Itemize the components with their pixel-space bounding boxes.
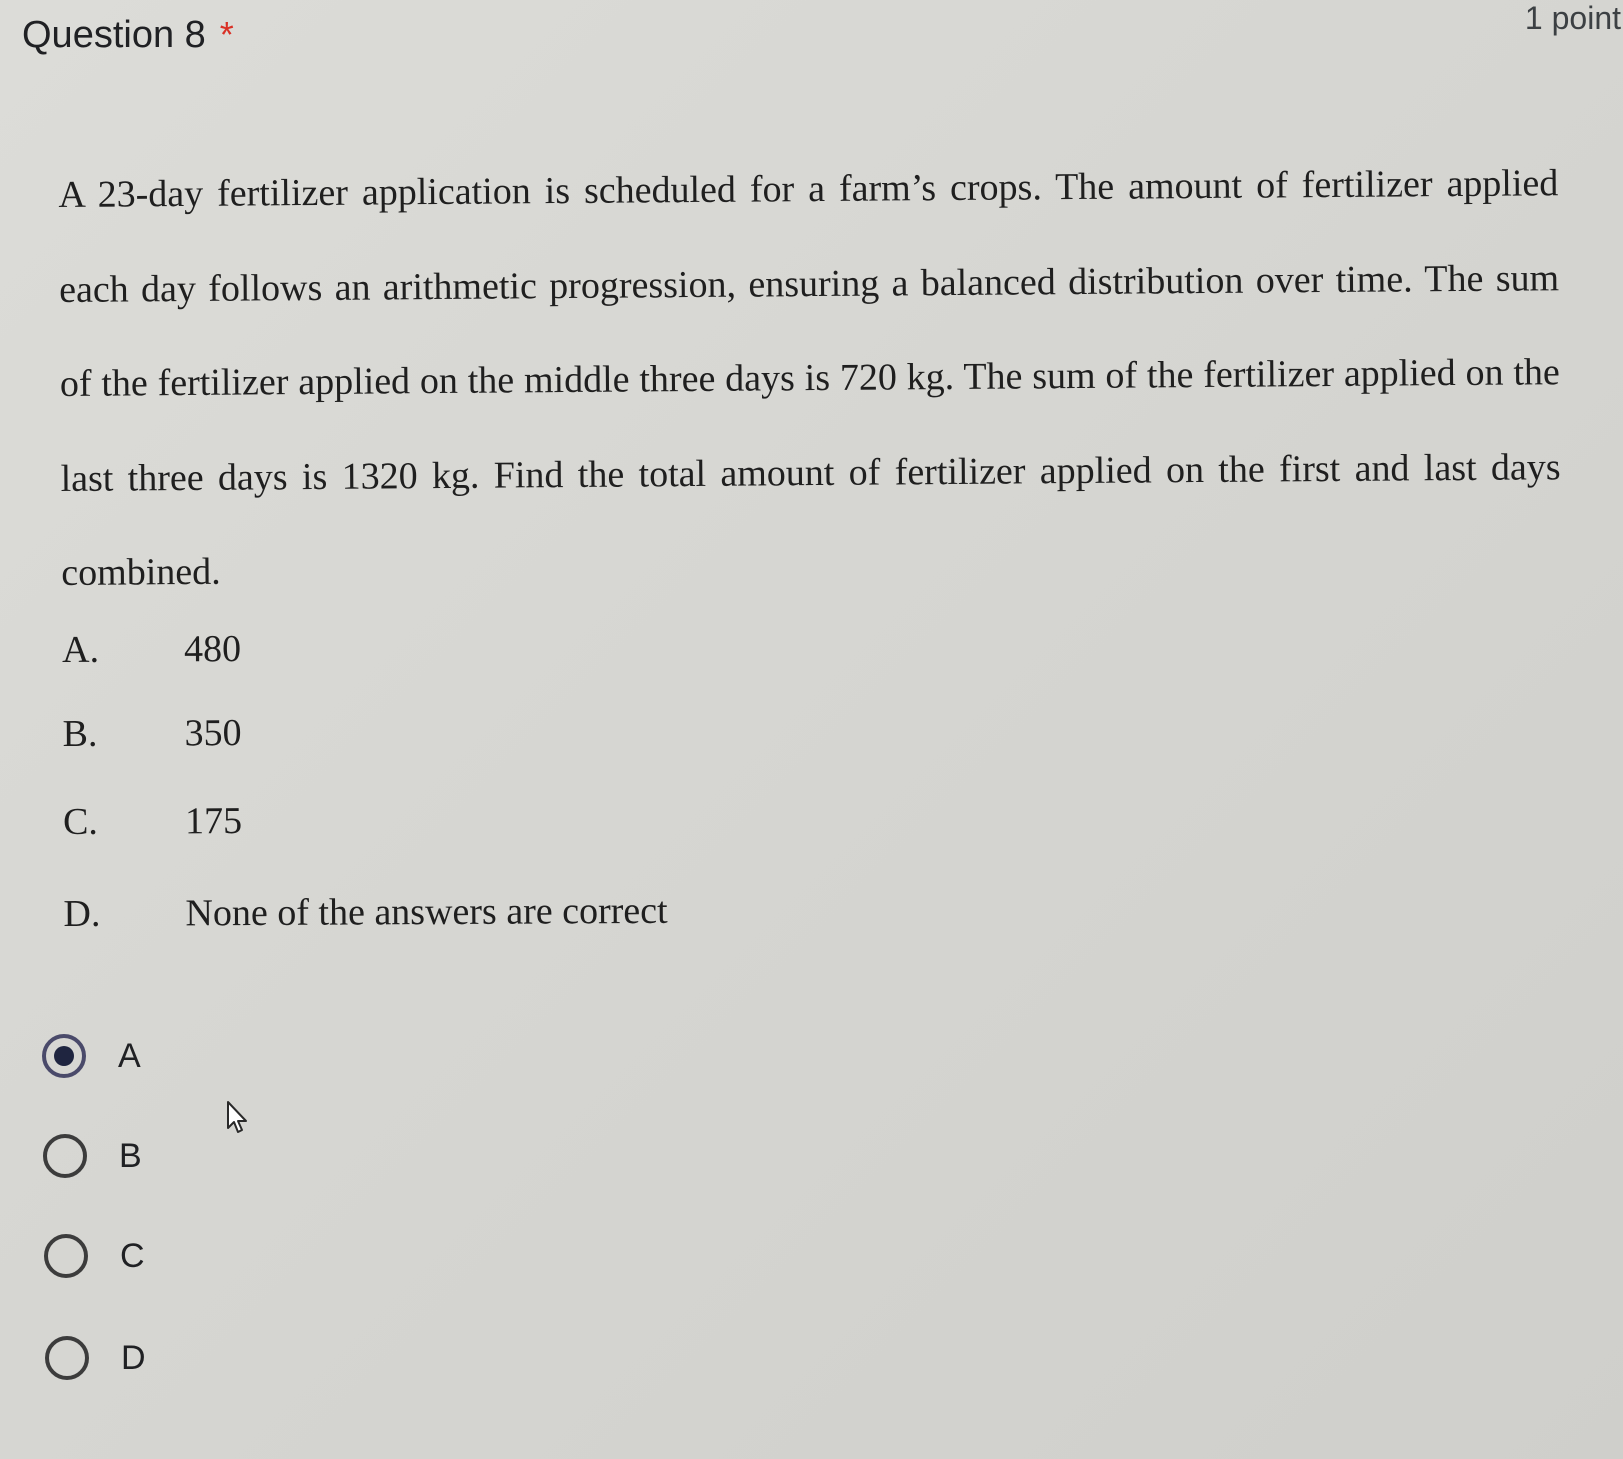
question-header: [22, 14, 234, 57]
radio-button-icon[interactable]: [44, 1234, 88, 1278]
option-text: 175: [184, 800, 243, 843]
radio-option-b[interactable]: [43, 1130, 142, 1182]
radio-label: D: [121, 1338, 146, 1377]
radio-button-icon[interactable]: [43, 1134, 87, 1178]
radio-button-icon[interactable]: [45, 1336, 89, 1380]
option-text: 350: [184, 712, 242, 755]
mouse-pointer-icon: [226, 1100, 254, 1136]
option-text: None of the answers are correct: [185, 889, 668, 935]
option-letter: D.: [63, 892, 101, 935]
problem-text: A 23-day fertilizer application is scheduled for a farm’s crops. The amount of fertilizer applied each day follows an arithmetic progression, ensuring a balanced distribution over time. The sum of the fertilizer applied on the middle three days is 720 kg. The sum of the fertilizer applied on the last three days is 1320 kg. Find the total amount of fertilizer applied on the first and last days combined.: [58, 162, 1561, 594]
points-label: 1 point: [1524, 0, 1621, 36]
radio-label: B: [119, 1136, 142, 1175]
option-text: 480: [184, 628, 242, 671]
radio-label: C: [120, 1236, 145, 1275]
option-letter: A.: [62, 628, 100, 671]
option-letter: B.: [62, 712, 98, 755]
radio-option-c[interactable]: [44, 1230, 145, 1282]
option-letter: C.: [62, 800, 98, 843]
radio-option-a[interactable]: [42, 1030, 141, 1082]
radio-option-d[interactable]: [45, 1332, 146, 1384]
radio-label: A: [118, 1036, 141, 1075]
radio-button-selected-icon[interactable]: [42, 1034, 86, 1078]
answer-options-list: [62, 628, 668, 982]
required-asterisk: *: [219, 14, 234, 55]
question-title: Question 8: [22, 14, 206, 56]
